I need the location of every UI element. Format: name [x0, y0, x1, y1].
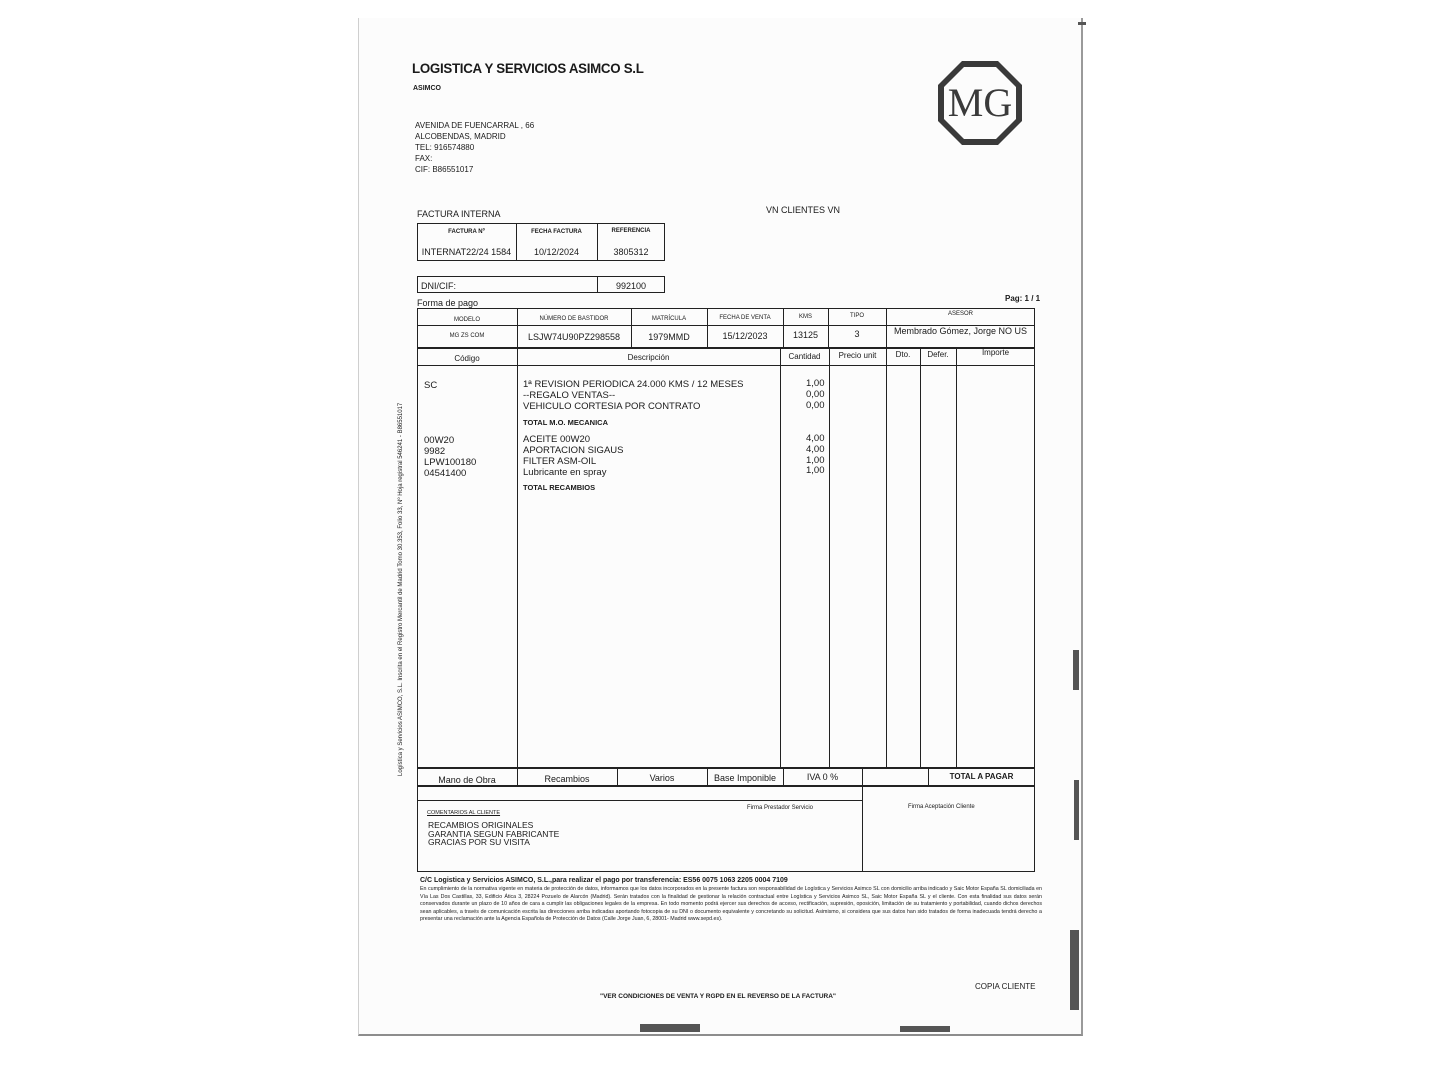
comments-title: COMENTARIOS AL CLIENTE — [427, 810, 501, 816]
scan-mark — [1078, 22, 1086, 25]
invoice-number-header: FACTURA Nº — [448, 229, 485, 235]
invoice-type: FACTURA INTERNA — [417, 209, 501, 219]
vehicle-vin: LSJW74U90PZ298558 — [527, 332, 621, 342]
legal-notice: En cumplimiento de la normativa vigente en materia de protección de datos, informamos que los datos incorporados en la presente factura son responsabilidad de Logística y Servicios Asimco SL con domicilio arriba indicado y Saic Motor España SL domiciliada en Vía Las Dos Castillas, 33, Edificio Ática 3, 28224 Pozuelo de Alarcón (Madrid). Serán tratados con la finalidad de gestionar la relación contractual entre Logística y Servicios Asimco SL, Saic Motor España SL y el cliente. Con esta finalidad sus datos serán conservados durante un plazo de 10 años de cara a cumplir las obligaciones legales de la empresa. En todo momento podrá ejercer sus derechos de acceso, rectificación, supresión, oposición, limitación de su tratamiento y portabilidad, cuando dichos derechos sean aplicables, a través de comunicación escrita las direcciones arriba indicadas aportando fotocopia de su DNI o documento equivalente y concretando su solicitud. Asimismo, si considera que sus datos han sido tratados de forma inadecuada tendrá derecho a presentar una reclamación ante la Agencia Española de Protección de Datos (Calle Jorge Juan, 6, 28001- Madrid www.sepd.es). — [420, 886, 1042, 923]
scan-mark — [1073, 650, 1079, 690]
total-mano-obra-label: Mano de Obra — [438, 775, 496, 785]
vehicle-advisor: Membrado Gómez, Jorge NO US — [893, 326, 1028, 336]
scan-mark — [640, 1024, 700, 1032]
tipo-header: TIPO — [849, 313, 864, 319]
cantidad-header: Cantidad — [788, 352, 821, 361]
company-address — [415, 120, 534, 175]
asesor-header: ASESOR — [947, 311, 973, 317]
vehicle-sale-date: 15/12/2023 — [722, 331, 768, 341]
scan-mark — [1074, 780, 1079, 840]
fecha-venta-header: FECHA DE VENTA — [719, 315, 771, 321]
client-group: VN CLIENTES VN — [766, 205, 841, 215]
vehicle-model: MG ZS COM — [449, 333, 485, 339]
address-line1: AVENIDA DE FUENCARRAL , 66 — [415, 121, 535, 130]
line-quantity: 0,00 — [806, 400, 825, 411]
modelo-header: MODELO — [453, 317, 480, 323]
line-code: 00W20 — [424, 435, 455, 446]
total-varios-label: Varios — [649, 773, 675, 783]
line-description: APORTACION SIGAUS — [523, 445, 624, 456]
line-quantity: 1,00 — [806, 378, 825, 389]
line-description: Lubricante en spray — [523, 467, 607, 478]
importe-header: Importe — [981, 348, 1010, 357]
registry-side-text: Logística y Servicios ASIMCO, S.L. Inscrita en el Registro Mercantil de Madrid Tomo 30.353, Folio 33, Nº Hoja registral 546241 - B86551017 — [398, 402, 404, 776]
kms-header: KMS — [798, 314, 812, 320]
dni-value: 992100 — [615, 281, 647, 291]
vehicle-type: 3 — [854, 329, 860, 339]
payment-info: C/C Logistica y Servicios ASIMCO, S.L.,para realizar el pago por transferencia: ES56 0075 1063 2205 0004 7109 — [420, 877, 788, 884]
line-code: LPW100180 — [424, 457, 477, 468]
line-quantity: 4,00 — [806, 433, 825, 444]
line-description: ACEITE 00W20 — [523, 434, 591, 445]
line-description: --REGALO VENTAS-- — [523, 390, 616, 401]
line-code: SC — [424, 380, 438, 391]
comments-text — [428, 821, 559, 847]
invoice-number: INTERNAT22/24 1584 — [421, 247, 512, 257]
copy-label: COPIA CLIENTE — [975, 982, 1036, 991]
base-imponible-label: Base Imponible — [713, 773, 777, 783]
page-number: Pag: 1 / 1 — [1005, 294, 1041, 303]
line-description: 1ª REVISION PERIODICA 24.000 KMS / 12 MESES — [523, 379, 744, 390]
total-a-pagar-label: TOTAL A PAGAR — [949, 772, 1014, 781]
line-code: 04541400 — [424, 468, 467, 479]
mg-logo-icon — [936, 58, 1024, 148]
codigo-header: Código — [454, 354, 480, 363]
company-cif: CIF: B86551017 — [415, 165, 474, 174]
logo-text: MG — [947, 80, 1013, 125]
company-short-name: ASIMCO — [413, 85, 441, 92]
iva-label: IVA 0 % — [806, 772, 839, 782]
vehicle-kms: 13125 — [792, 330, 819, 340]
comment-line: RECAMBIOS ORIGINALES — [428, 820, 534, 830]
descripcion-header: Descripción — [627, 353, 670, 362]
line-quantity: 1,00 — [806, 465, 825, 476]
firma-cliente: Firma Aceptación Cliente — [908, 804, 975, 810]
line-quantity: 4,00 — [806, 444, 825, 455]
line-subtotal-label: TOTAL RECAMBIOS — [523, 483, 596, 492]
company-tel: TEL: 916574880 — [415, 143, 475, 152]
line-description: FILTER ASM-OIL — [523, 456, 597, 467]
line-quantity: 0,00 — [806, 389, 825, 400]
firma-prestador: Firma Prestador Servicio — [747, 805, 814, 811]
invoice-date: 10/12/2024 — [533, 247, 580, 257]
precio-header: Precio unit — [838, 351, 877, 360]
line-subtotal-label: TOTAL M.O. MECANICA — [523, 418, 608, 427]
invoice-ref-header: REFERENCIA — [611, 228, 651, 234]
invoice-date-header: FECHA FACTURA — [531, 229, 582, 235]
scan-mark — [900, 1026, 950, 1032]
total-recambios-label: Recambios — [544, 774, 590, 784]
conditions-note: "VER CONDICIONES DE VENTA Y RGPD EN EL REVERSO DE LA FACTURA" — [600, 993, 836, 1000]
payment-method-label: Forma de pago — [417, 298, 479, 308]
line-code: 9982 — [424, 446, 446, 457]
lines-table — [417, 348, 1035, 768]
defer-header: Defer. — [927, 350, 949, 359]
company-name: LOGISTICA Y SERVICIOS ASIMCO S.L — [412, 60, 644, 76]
company-fax: FAX: — [415, 154, 433, 163]
scan-mark — [1070, 930, 1079, 1010]
matricula-header: MATRÍCULA — [651, 316, 687, 322]
address-line2: ALCOBENDAS, MADRID — [415, 132, 506, 141]
line-description: VEHICULO CORTESIA POR CONTRATO — [523, 401, 701, 412]
bastidor-header: NÚMERO DE BASTIDOR — [539, 316, 609, 322]
comment-line: GRACIAS POR SU VISITA — [428, 837, 530, 847]
line-quantity: 1,00 — [806, 455, 825, 466]
dto-header: Dto. — [895, 350, 911, 359]
vehicle-plate: 1979MMD — [648, 332, 690, 342]
comment-line: GARANTIA SEGUN FABRICANTE — [428, 828, 560, 839]
invoice-reference: 3805312 — [613, 247, 649, 257]
dni-label: DNI/CIF: — [421, 281, 456, 291]
